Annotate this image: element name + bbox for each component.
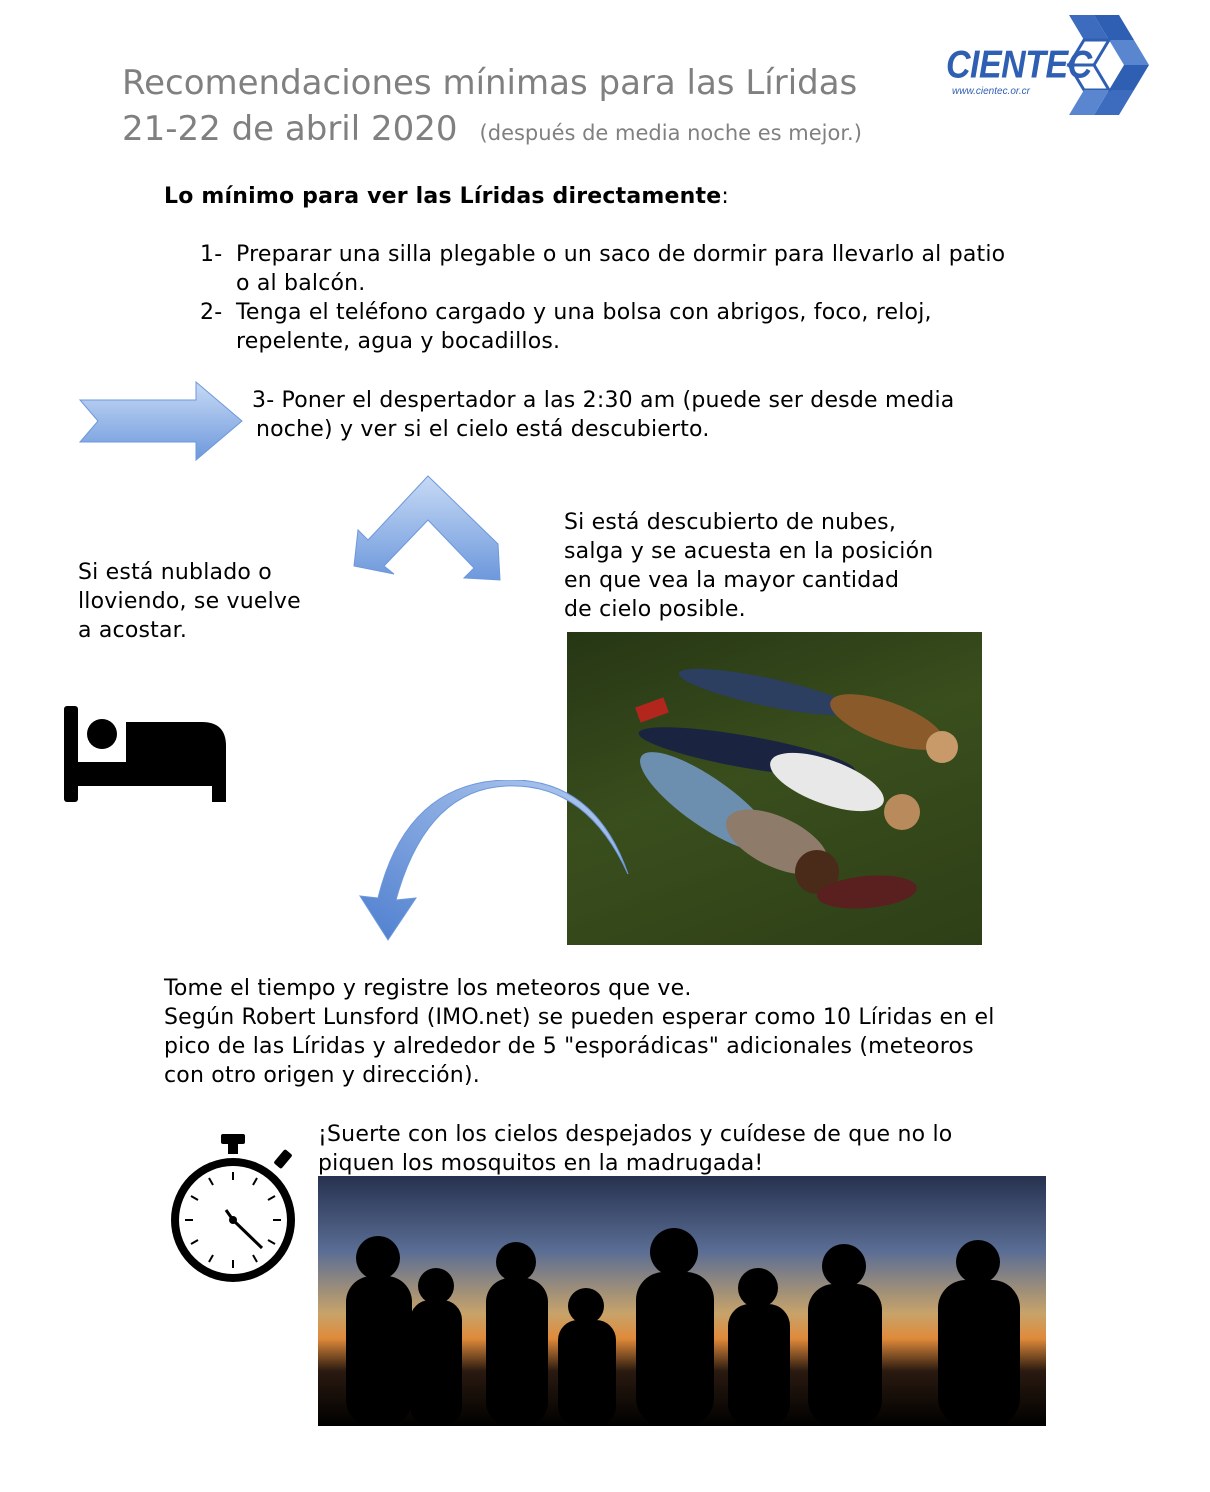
intro-heading-suffix: :	[721, 184, 729, 209]
list-item	[200, 298, 1020, 356]
silhouettes-illustration	[318, 1176, 1046, 1426]
title-line-2: 21-22 de abril 2020	[122, 109, 458, 149]
record-line-1: Tome el tiempo y registre los meteoros que ve.	[164, 976, 692, 1001]
page-date	[122, 108, 862, 154]
logo-name: CIENTEC	[946, 43, 1092, 87]
step-number: 1-	[200, 242, 223, 267]
chevron-up-arrows-icon	[350, 474, 505, 586]
step-number: 2-	[200, 300, 223, 325]
list-item	[200, 240, 1020, 298]
intro-heading	[164, 182, 729, 211]
page-title	[122, 62, 857, 104]
curved-arrow-icon	[356, 780, 632, 942]
title-subnote: (después de media noche es mejor.)	[479, 121, 862, 145]
record-paragraph	[164, 974, 1014, 1090]
title-line-1: Recomendaciones mínimas para las Líridas	[122, 63, 858, 103]
stopwatch-icon	[166, 1132, 300, 1288]
step-3-line-2: noche) y ver si el cielo está descubierto.	[256, 417, 710, 442]
clear-sky-text: Si está descubierto de nubes, salga y se acuesta en la posición en que vea la mayor cantidad de cielo posible.	[564, 510, 934, 622]
intro-heading-text: Lo mínimo para ver las Líridas directamente	[164, 184, 722, 209]
cloudy-text: Si está nublado o lloviendo, se vuelve a acostar.	[78, 560, 301, 643]
bed-icon	[62, 704, 228, 804]
step-text: Tenga el teléfono cargado y una bolsa con abrigos, foco, reloj, repelente, agua y bocadillos.	[236, 300, 932, 354]
step-text: Preparar una silla plegable o un saco de dormir para llevarlo al patio o al balcón.	[236, 242, 1006, 296]
step-3-line-1: 3- Poner el despertador a las 2:30 am (puede ser desde media	[252, 388, 955, 413]
silhouettes-photo	[318, 1176, 1046, 1426]
logo-url: www.cientec.or.cr	[952, 86, 1030, 97]
closing-text: ¡Suerte con los cielos despejados y cuídese de que no lo piquen los mosquitos en la madrugada!	[318, 1122, 953, 1176]
cientec-logo	[944, 10, 1169, 120]
steps-list	[200, 240, 1020, 356]
arrow-right-icon	[78, 380, 246, 462]
step-3	[252, 386, 1042, 444]
record-line-2: Según Robert Lunsford (IMO.net) se pueden esperar como 10 Líridas en el pico de las Líridas y alrededor de 5 "esporádicas" adicionales (meteoros con otro origen y dirección).	[164, 1005, 995, 1088]
